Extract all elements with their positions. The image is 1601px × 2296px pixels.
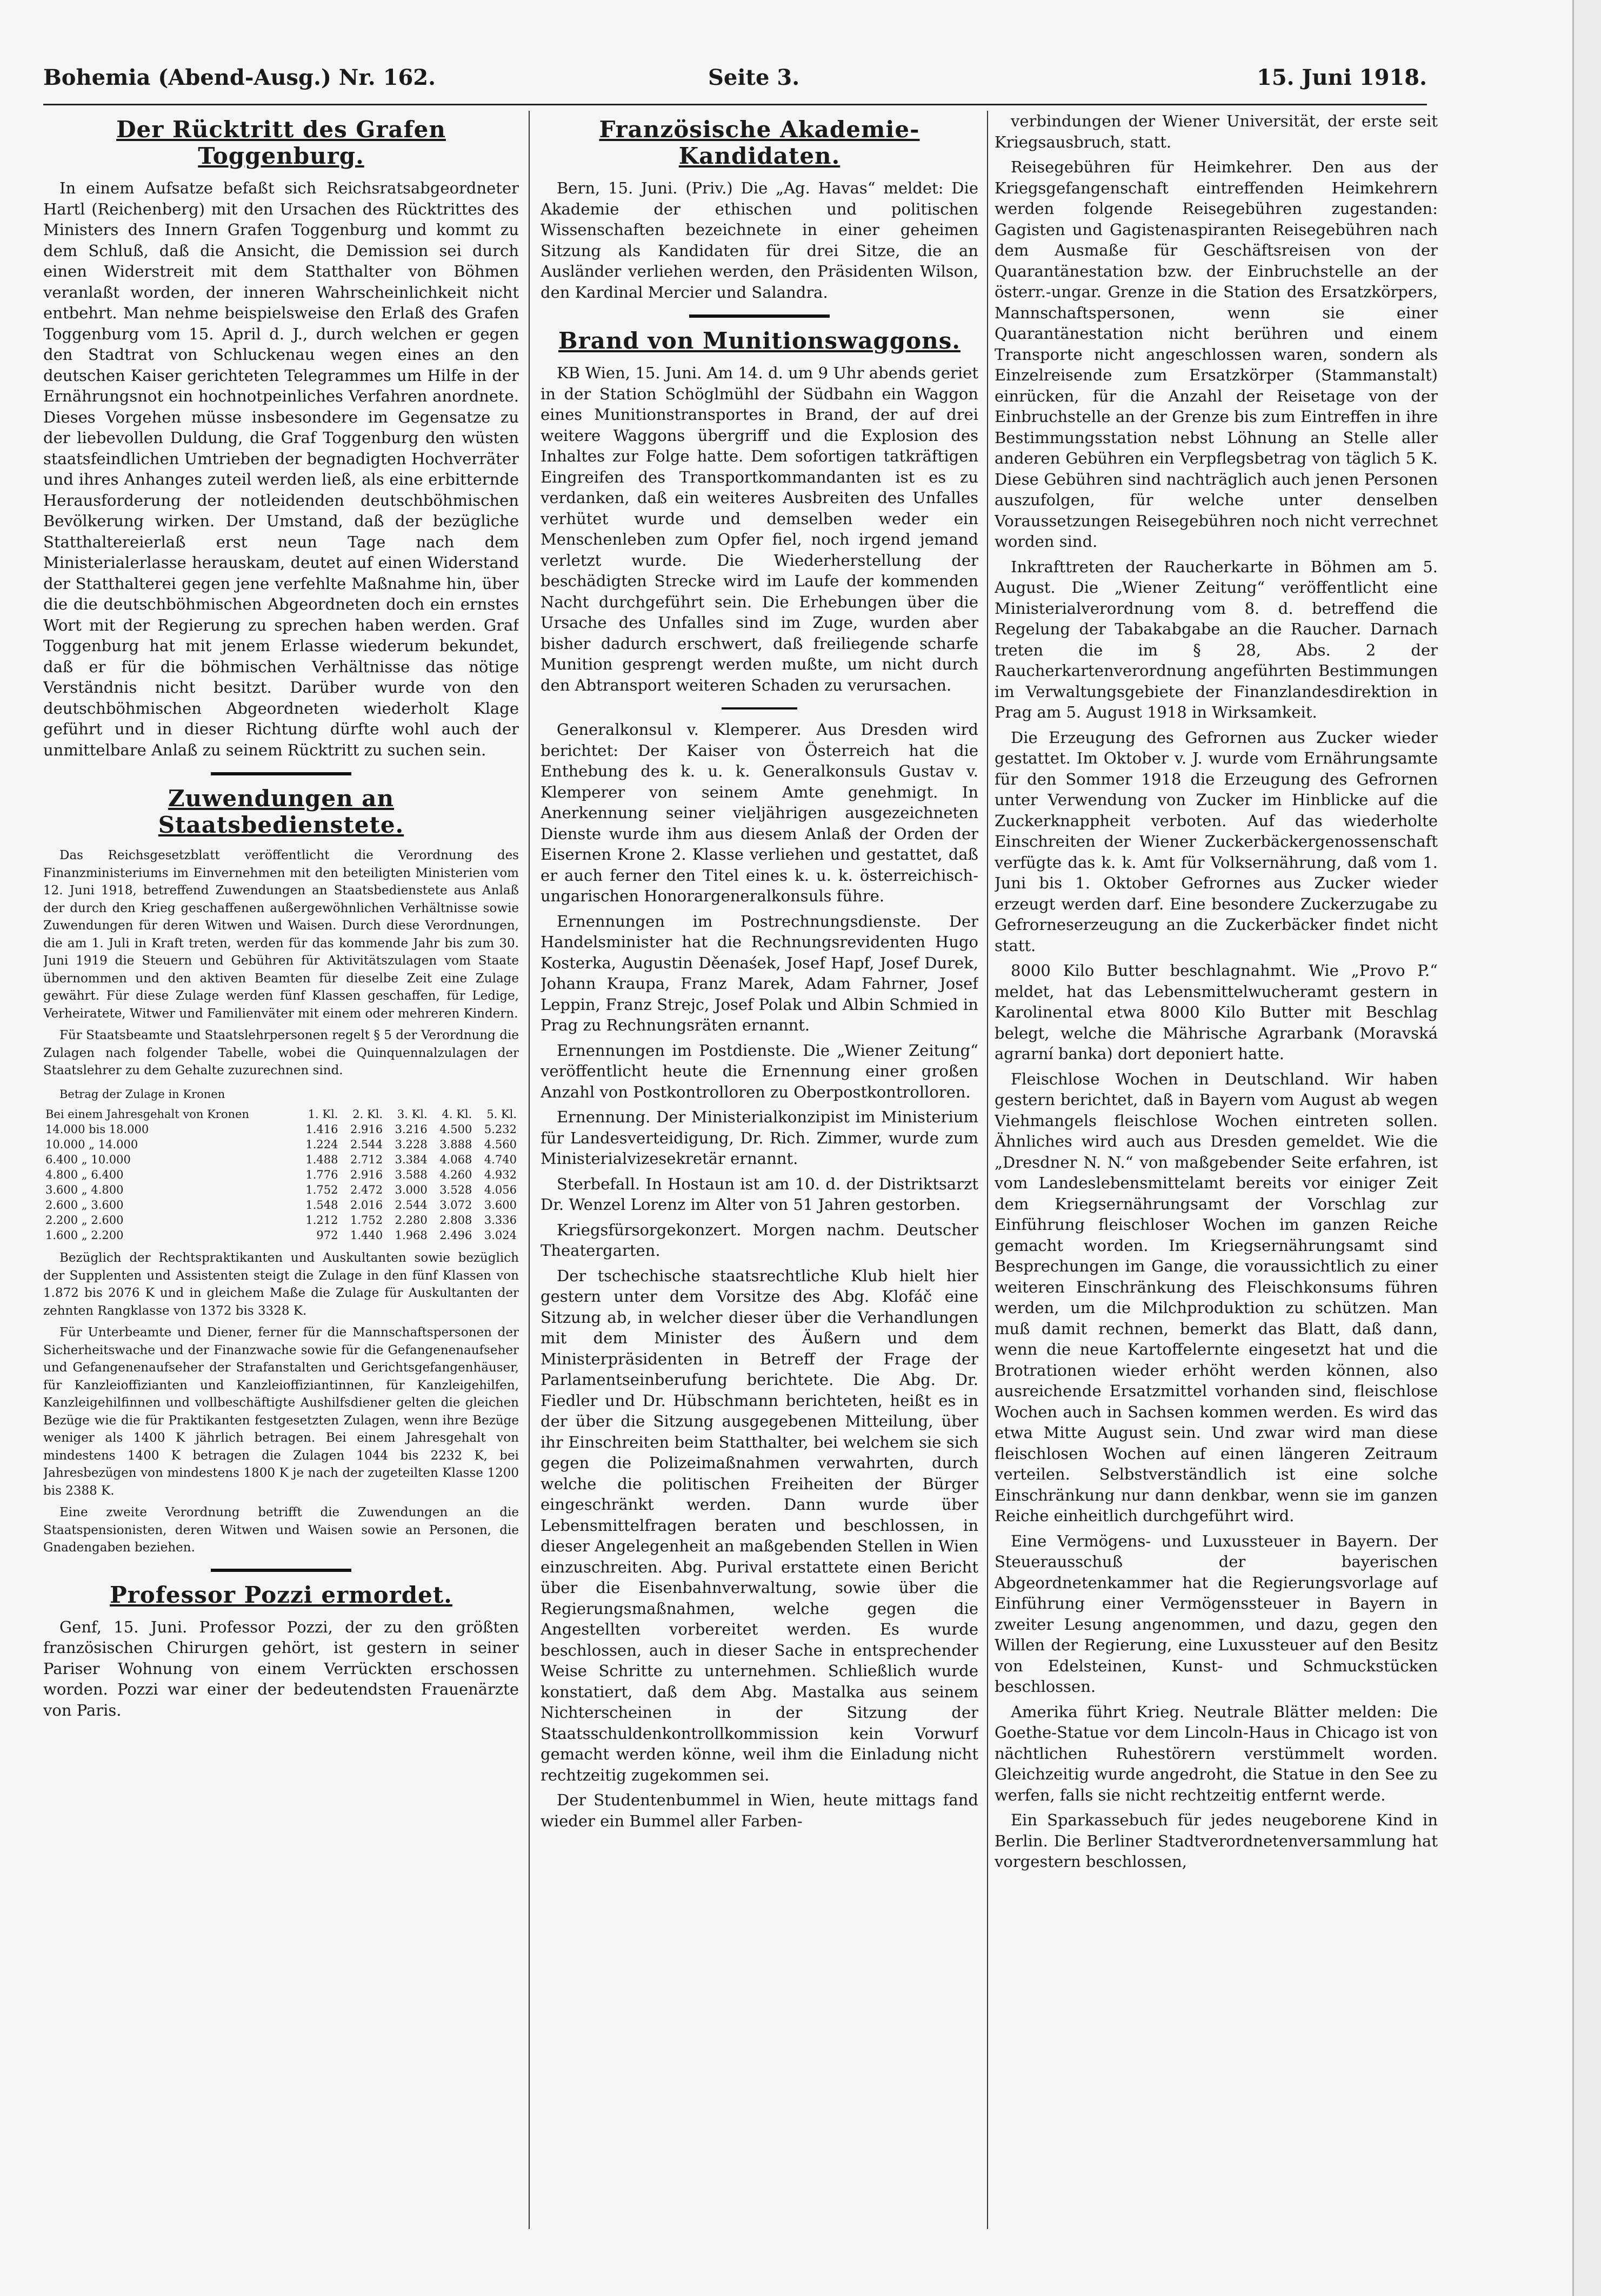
table-cell: 1.968 bbox=[395, 1229, 428, 1242]
table-cell: 1.488 bbox=[305, 1153, 338, 1166]
column-rule bbox=[529, 111, 530, 2229]
news-item-butter: 8000 Kilo Butter beschlagnahmt. Wie „Provo P.“ meldet, hat das Lebensmittelwucheramt gestern in Karolinental etwa 8000 Kilo Butter mit Beschlag belegt, welche die Mährische Agrarbank (Moravská agrarní banka) dort deponiert hatte. bbox=[995, 961, 1438, 1063]
table-cell: 3.528 bbox=[439, 1183, 472, 1196]
column-left bbox=[43, 111, 519, 2261]
table-cell: 2.472 bbox=[350, 1183, 383, 1196]
table-cell: 2.712 bbox=[350, 1153, 383, 1166]
headline-munitionswaggons: Brand von Munitionswaggons. bbox=[558, 327, 960, 354]
separator bbox=[211, 1569, 351, 1572]
news-item-sparkassebuch: Ein Sparkassebuch für jedes neugeborene Kind in Berlin. Die Berliner Stadtverordnetenversammlung hat vorgestern beschlossen, bbox=[995, 1811, 1438, 1871]
table-cell: 2.544 bbox=[395, 1199, 428, 1211]
separator bbox=[722, 707, 797, 709]
table-cell: 2.016 bbox=[350, 1199, 383, 1211]
headline-zuwendungen: Zuwendungen an Staatsbedienstete. bbox=[158, 785, 404, 838]
table-cell: 2.544 bbox=[350, 1138, 383, 1151]
news-item-sterbefall: Sterbefall. In Hostaun ist am 10. d. der Distriktsarzt Dr. Wenzel Lorenz im Alter von 51 Jahren gestorben. bbox=[541, 1174, 978, 1214]
news-item-fleischlose-wochen: Fleischlose Wochen in Deutschland. Wir haben gestern berichtet, daß in Bayern vom August ab wegen Viehmangels fleischlose Wochen eintreten sollen. Ähnliches wird auch aus Dresden gemeldet. Wie die „Dresdner N. N.“ von maßgebender Seite erfahren, ist vom Landeslebensmittelamt bereits vor einiger Zeit dem Kriegsernährungsamt der Vorschlag zur Einführung fleischloser Wochen im ganzen Reiche gemacht worden. Im Kriegsernährungsamt sind Besprechungen im Gange, die voraussichtlich zu einer weiteren Einschränkung des Fleischkonsums führen werden, um die Milchproduktion zu schützen. Man muß damit rechnen, bemerkt das Blatt, daß dann, wenn die neue Kartoffelernte eingesetzt hat und die Brotrationen wieder erhöht werden können, also ausreichende Ersatzmittel vorhanden sind, fleischlose Wochen auch in Sachsen kommen werden. Es wird das etwa Mitte August sein. Und zwar wird man diese fleischlosen Wochen auf einen längeren Zeitraum verteilen. Selbstverständlich ist eine solche Einschränkung nur dann denkbar, wenn sie im ganzen Reiche einheitlich durchgeführt wird. bbox=[995, 1069, 1438, 1525]
table-cell: 6.400 „ 10.000 bbox=[45, 1153, 131, 1166]
table-cell: 3.888 bbox=[439, 1138, 472, 1151]
news-item-universitaet: verbindungen der Wiener Universität, der erste seit Kriegsausbruch, statt. bbox=[995, 112, 1438, 151]
headline-akademie: Französische Akademie-Kandidaten. bbox=[599, 116, 920, 169]
table-header-row bbox=[43, 1107, 519, 1122]
news-item-gefrornes: Die Erzeugung des Gefrornen aus Zucker wieder gestattet. Im Oktober v. J. wurde vom Ernährungsamte für den Sommer 1918 die Erzeugung des Gefrornen unter Verwendung von Zucker im Hinblicke auf die Zuckerknappheit verboten. Auf das wiederholte Einschreiten der Wiener Zuckerbäckergenossenschaft verfügte das k. k. Amt für Volksernährung, daß vom 1. Juni bis 1. Oktober Gefrornes aus Zucker wieder erzeugt werden darf. Eine besondere Zuckerzugabe zu Gefrorneserzeugung an die Zuckerbäcker findet nicht statt. bbox=[995, 728, 1438, 955]
table-row bbox=[43, 1228, 519, 1243]
article-akademie: Bern, 15. Juni. (Priv.) Die „Ag. Havas“ meldet: Die Akademie der ethischen und politischen Wissenschaften bezeichnete in einer geheimen Sitzung als Kandidaten für drei Sitze, die an Ausländer verliehen werden, den Präsidenten Wilson, den Kardinal Mercier und Salandra. bbox=[541, 179, 978, 302]
table-cell: 4.500 bbox=[439, 1123, 472, 1136]
table-header-cell: 1. Kl. bbox=[308, 1108, 338, 1121]
page-header bbox=[43, 65, 1427, 103]
news-item-postrechnungsdienst: Ernennungen im Postrechnungsdienste. Der Handelsminister hat die Rechnungsrevidenten Hugo Kosterka, Augustin Děenaśek, Josef Hapf, Josef Durek, Johann Kraupa, Franz Marek, Adam Fahrner, Josef Leppin, Franz Strejc, Josef Polak und Albin Schmied in Prag zu Rechnungsräten ernannt. bbox=[541, 912, 978, 1034]
table-cell: 3.588 bbox=[395, 1168, 428, 1181]
article-zuwendungen-p2: Für Staatsbeamte und Staatslehrpersonen regelt § 5 der Verordnung die Zulagen nach folgender Tabelle, wobei die Quinquennalzulagen der Staatslehrer zu dem Gehalte zuzurechnen sind. bbox=[43, 1028, 519, 1077]
column-rule bbox=[987, 111, 988, 2229]
table-cell: 1.752 bbox=[350, 1214, 383, 1227]
table-cell: 4.800 „ 6.400 bbox=[45, 1168, 124, 1181]
table-row bbox=[43, 1197, 519, 1213]
table-cell: 1.416 bbox=[305, 1123, 338, 1136]
news-item-raucherkarte: Inkrafttreten der Raucherkarte in Böhmen am 5. August. Die „Wiener Zeitung“ veröffentlicht eine Ministerialverordnung vom 8. d. betreffend die Regelung der Tabakabgabe an die Raucher. Darnach treten die im § 28, Abs. 2 der Raucherkartenverordnung angeführten Bestimmungen im Verwaltungsgebiete der Finanzlandesdirektion in Prag am 5. August 1918 in Wirksamkeit. bbox=[995, 557, 1438, 721]
salary-table-note: Betrag der Zulage in Kronen bbox=[59, 1087, 225, 1101]
table-cell: 5.232 bbox=[484, 1123, 517, 1136]
table-row bbox=[43, 1122, 519, 1137]
header-date: 15. Juni 1918. bbox=[1257, 65, 1427, 90]
table-cell: 2.200 „ 2.600 bbox=[45, 1214, 124, 1227]
table-header-cell: 3. Kl. bbox=[397, 1108, 428, 1121]
table-cell: 1.440 bbox=[350, 1229, 383, 1242]
news-item-luxussteuer: Eine Vermögens- und Luxussteuer in Bayern. Der Steuerausschuß der bayerischen Abgeordnetenkammer hat die Regierungsvorlage auf Einführung einer Vermögenssteuer in Bayern in zweiter Lesung angenommen, und dazu, gegen den Willen der Regierung, eine Luxussteuer auf den Besitz von Edelsteinen, Kunst- und Schmuckstücken beschlossen. bbox=[995, 1531, 1438, 1696]
table-cell: 3.600 „ 4.800 bbox=[45, 1183, 124, 1196]
table-cell: 1.600 „ 2.200 bbox=[45, 1229, 124, 1242]
table-cell: 2.808 bbox=[439, 1214, 472, 1227]
news-item-klub: Der tschechische staatsrechtliche Klub hielt hier gestern unter dem Vorsitze des Abg. Klofáč eine Sitzung ab, in welcher dieser über die Verhandlungen mit dem Minister des Äußern und dem Ministerpräsidenten in Betreff der Frage der Parlamentseinberufung berichtete. Die Abg. Dr. Fiedler und Dr. Hübschmann berichteten, heißt es in der über die Sitzung ausgegebenen Mitteilung, über ihr Einschreiten beim Statthalter, bei welchem sie sich gegen die Polizeimaßnahmen verwahrten, durch welche die politischen Freiheiten der Bürger eingeschränkt werden. Dann wurde über Lebensmittelfragen beraten und beschlossen, in dieser Angelegenheit an maßgebenden Stellen in Wien einzuschreiten. Abg. Purival erstattete einen Bericht über die Eisenbahnverwaltung, sowie über die Regierungsmaßnahmen, welche gegen die Angestellten vorbereitet werden. Es wurde beschlossen, auch in dieser Sache in entsprechender Weise Schritte zu unternehmen. Schließlich wurde konstatiert, daß dem Abg. Mastalka aus seinem Nichterscheinen in der Sitzung der Staatsschuldenkontrollkommission kein Vorwurf gemacht werden könne, weil ihm die Einladung nicht rechtzeitig zugekommen sei. bbox=[541, 1266, 978, 1784]
news-item-studentenbummel: Der Studentenbummel in Wien, heute mittags fand wieder ein Bummel aller Farben- bbox=[541, 1791, 978, 1830]
news-item-klemperer: Generalkonsul v. Klemperer. Aus Dresden wird berichtet: Der Kaiser von Österreich hat die Enthebung des k. u. k. Generalkonsuls Gustav v. Klemperer von seinem Amte genehmigt. In Anerkennung seiner vieljährigen ausgezeichneten Dienste wurde ihm aus diesem Anlaß der Orden der Eisernen Krone 2. Klasse verliehen und gestattet, daß er auch ferner den Titel eines k. u. k. österreichisch-ungarischen Honorargeneralkonsuls führe. bbox=[541, 720, 978, 905]
header-publication: Bohemia (Abend-Ausg.) Nr. 162. bbox=[43, 65, 436, 90]
table-cell: 2.280 bbox=[395, 1214, 428, 1227]
column-middle bbox=[541, 111, 978, 2261]
table-cell: 1.548 bbox=[305, 1199, 338, 1211]
table-cell: 1.752 bbox=[305, 1183, 338, 1196]
table-cell: 4.932 bbox=[484, 1168, 517, 1181]
table-header-cell: 4. Kl. bbox=[442, 1108, 472, 1121]
separator bbox=[689, 314, 830, 318]
table-cell: 2.916 bbox=[350, 1123, 383, 1136]
salary-table bbox=[43, 1107, 519, 1243]
table-cell: 14.000 bis 18.000 bbox=[45, 1123, 149, 1136]
table-cell: 3.384 bbox=[395, 1153, 428, 1166]
table-cell: 1.224 bbox=[305, 1138, 338, 1151]
table-cell: 1.776 bbox=[305, 1168, 338, 1181]
table-cell: 3.228 bbox=[395, 1138, 428, 1151]
separator bbox=[211, 772, 351, 775]
table-cell: 3.600 bbox=[484, 1199, 517, 1211]
table-cell: 3.336 bbox=[484, 1214, 517, 1227]
news-item-postdienst: Ernennungen im Postdienste. Die „Wiener Zeitung“ veröffentlicht heute die Ernennung einer großen Anzahl von Postkontrolloren zu Oberpostkontrolloren. bbox=[541, 1041, 978, 1101]
table-row bbox=[43, 1137, 519, 1152]
article-munitionswaggons: KB Wien, 15. Juni. Am 14. d. um 9 Uhr abends geriet in der Station Schöglmühl der Südbahn ein Waggon eines Munitionstransportes in Brand, der auf drei weitere Waggons übergriff und die Explosion des Inhaltes zur Folge hatte. Dem sofortigen tatkräftigen Eingreifen des Transportkommandanten ist es zu verdanken, daß ein weiteres Ausbreiten des Unfalles verhütet wurde und demselben weder ein Menschenleben zum Opfer fiel, noch irgend jemand verletzt wurde. Die Wiederherstellung der beschädigten Strecke wird im Laufe der kommenden Nacht durchgeführt sein. Die Erhebungen über die Ursache des Unfalles sind im Zuge, wurden aber bisher dadurch erschwert, daß freiliegende scharfe Munition gesprengt werden mußte, um nicht durch den Abtransport weiteren Schaden zu verursachen. bbox=[541, 364, 978, 694]
table-cell: 972 bbox=[316, 1229, 338, 1242]
header-page-number: Seite 3. bbox=[708, 65, 800, 90]
table-cell: 4.068 bbox=[439, 1153, 472, 1166]
headline-toggenburg: Der Rücktritt des Grafen Toggenburg. bbox=[116, 116, 446, 169]
article-zuwendungen-p1: Das Reichsgesetzblatt veröffentlicht die Verordnung des Finanzministeriums im Einvernehmen mit den beteiligten Ministerien vom 12. Juni 1918, betreffend Zuwendungen an Staatsbedienstete aus Anlaß der durch den Krieg geschaffenen außergewöhnlichen Verhältnisse sowie Zuwendungen für deren Witwen und Waisen. Durch diese Verordnungen, die am 1. Juli in Kraft treten, werden für das kommende Jahr bis zum 30. Juni 1919 die Steuern und Gebühren für Aktivitätszulagen vom Staate übernommen und den aktiven Beamten für dieselbe Zeit eine Zulage gewährt. Für diese Zulage werden fünf Klassen geschaffen, für Ledige, Verheiratete, Witwer und Familienväter mit einem oder mehreren Kindern. bbox=[43, 848, 519, 1021]
table-cell: 1.212 bbox=[305, 1214, 338, 1227]
article-zuwendungen-p4: Für Unterbeamte und Diener, ferner für die Mannschaftspersonen der Sicherheitswache und der Finanzwache sowie für die Gefangenenaufseher und Gefangenenaufseher der Strafanstalten und Gerichtsgefangenhäuser, für Kanzleioffizianten und Kanzleioffiziantinnen, für Kanzleigehilfen, Kanzleigehilfinnen und vollbeschäftigte Aushilfsdiener gelten die gleichen Bezüge wie die für Praktikanten festgesetzten Zulagen, wenn ihre Bezüge weniger als 1400 K jährlich betragen. Bei einem Jahresgehalt von mindestens 1400 K betragen die Zulagen 1044 bis 2232 K, bei Jahresbezügen von mindestens 1800 K je nach der zugeteilten Klasse 1200 bis 2388 K. bbox=[43, 1326, 519, 1498]
table-cell: 3.000 bbox=[395, 1183, 428, 1196]
table-cell: 4.740 bbox=[484, 1153, 517, 1166]
header-rule bbox=[43, 104, 1427, 105]
page-edge bbox=[1572, 0, 1601, 2296]
news-item-ernennung: Ernennung. Der Ministerialkonzipist im Ministerium für Landesverteidigung, Dr. Rich. Zimmer, wurde zum Ministerialvizesekretär ernannt. bbox=[541, 1108, 978, 1168]
table-header-cell: Bei einem Jahresgehalt von Kronen bbox=[45, 1108, 249, 1121]
table-cell: 4.260 bbox=[439, 1168, 472, 1181]
table-row bbox=[43, 1182, 519, 1197]
table-row bbox=[43, 1213, 519, 1228]
table-cell: 2.496 bbox=[439, 1229, 472, 1242]
column-right bbox=[995, 111, 1438, 2261]
news-item-reisegebuehren: Reisegebühren für Heimkehrer. Den aus der Kriegsgefangenschaft eintreffenden Heimkehrern werden folgende Reisegebühren zugestanden: Gagisten und Gagistenaspiranten Reisegebühren nach dem Ausmaße für Geschäftsreisen von der Quarantänestation bzw. der Einbruchstelle an der österr.-ungar. Grenze in die Station des Ersatzkörpers, Mannschaftspersonen, wenn sie einer Quarantänestation nicht berühren und einem Transporte nicht angeschlossen waren, sondern als Einzelreisende zum Ersatzkörper (Stammanstalt) einrücken, für die Anzahl der Reisetage von der Einbruchstelle an der Grenze bis zum Eintreffen in ihre Bestimmungsstation nebst Löhnung an Stelle aller anderen Gebühren ein Verpflegsbetrag von täglich 5 K. Diese Gebühren sind nachträglich auch jenen Personen auszufolgen, für welche unter denselben Voraussetzungen Reisegebühren noch nicht verrechnet worden sind. bbox=[995, 158, 1438, 551]
table-row bbox=[43, 1167, 519, 1182]
table-cell: 3.024 bbox=[484, 1229, 517, 1242]
article-pozzi: Genf, 15. Juni. Professor Pozzi, der zu den größten französischen Chirurgen gehört, ist gestern in seiner Pariser Wohnung von einem Verrückten erschossen worden. Pozzi war einer der bedeutendsten Frauenärzte von Paris. bbox=[43, 1617, 519, 1719]
table-header-cell: 2. Kl. bbox=[352, 1108, 383, 1121]
table-header-cell: 5. Kl. bbox=[486, 1108, 517, 1121]
headline-pozzi: Professor Pozzi ermordet. bbox=[110, 1581, 452, 1608]
table-cell: 4.560 bbox=[484, 1138, 517, 1151]
table-cell: 3.216 bbox=[395, 1123, 428, 1136]
table-cell: 2.916 bbox=[350, 1168, 383, 1181]
news-item-konzert: Kriegsfürsorgekonzert. Morgen nachm. Deutscher Theatergarten. bbox=[541, 1220, 978, 1260]
table-cell: 4.056 bbox=[484, 1183, 517, 1196]
news-item-amerika: Amerika führt Krieg. Neutrale Blätter melden: Die Goethe-Statue vor dem Lincoln-Haus in Chicago ist von nächtlichen Ruhestörern verstümmelt worden. Gleichzeitig wurde angedroht, die Statue in den See zu werfen, falls sie nicht rechtzeitig entfernt werde. bbox=[995, 1702, 1438, 1804]
table-cell: 3.072 bbox=[439, 1199, 472, 1211]
table-cell: 10.000 „ 14.000 bbox=[45, 1138, 138, 1151]
article-zuwendungen-p5: Eine zweite Verordnung betrifft die Zuwendungen an die Staatspensionisten, deren Witwen und Waisen sowie an Personen, die Gnadengaben beziehen. bbox=[43, 1505, 519, 1555]
table-cell: 2.600 „ 3.600 bbox=[45, 1199, 124, 1211]
table-row bbox=[43, 1152, 519, 1167]
article-toggenburg: In einem Aufsatze befaßt sich Reichsratsabgeordneter Hartl (Reichenberg) mit den Ursachen des Rücktrittes des Ministers des Innern Grafen Toggenburg und kommt zu dem Schluß, daß die Ansicht, die Demission sei durch einen Widerstreit mit dem Statthalter von Böhmen veranlaßt worden, der inneren Wahrscheinlichkeit nicht entbehrt. Man nehme beispielsweise den Erlaß des Grafen Toggenburg vom 15. April d. J., durch welchen er gegen den Stadtrat von Schluckenau wegen eines an den deutschen Kaiser gerichteten Telegrammes um Hilfe in der Ernährungsnot ein hochnotpeinliches Verfahren anordnete. Dieses Vorgehen müsse insbesondere im Gegensatze zu der liebevollen Duldung, die Graf Toggenburg den wüsten staatsfeindlichen Umtrieben der begnadigten Hochverräter und ihres Anhanges zuteil werden ließ, als eine erbitternde Herausforderung der notleidenden deutschböhmischen Bevölkerung wirken. Der Umstand, daß der bezügliche Statthaltereierlaß erst neun Tage nach dem Ministerialerlasse herauskam, deutet auf einen Widerstand der Statthalterei gegen jene verfehlte Maßnahme hin, über die die deutschböhmischen Abgeordneten doch ein ernstes Wort mit der Regierung zu sprechen haben werden. Graf Toggenburg hat mit jenem Erlasse wiederum bekundet, daß er für die böhmischen Verhältnisse das nötige Verständnis nicht besitzt. Darüber wurde von den deutschböhmischen Abgeordneten wiederholt Klage geführt und in dieser Richtung dürfte wohl auch der unmittelbare Anlaß zu seinem Rücktritt zu suchen sein. bbox=[43, 179, 519, 759]
article-zuwendungen-p3: Bezüglich der Rechtspraktikanten und Auskultanten sowie bezüglich der Supplenten und Assistenten steigt die Zulage in den fünf Klassen von 1.872 bis 2076 K und in gleichem Maße die Zulage für Auskultanten der zehnten Rangklasse von 1372 bis 3328 K. bbox=[43, 1251, 519, 1318]
